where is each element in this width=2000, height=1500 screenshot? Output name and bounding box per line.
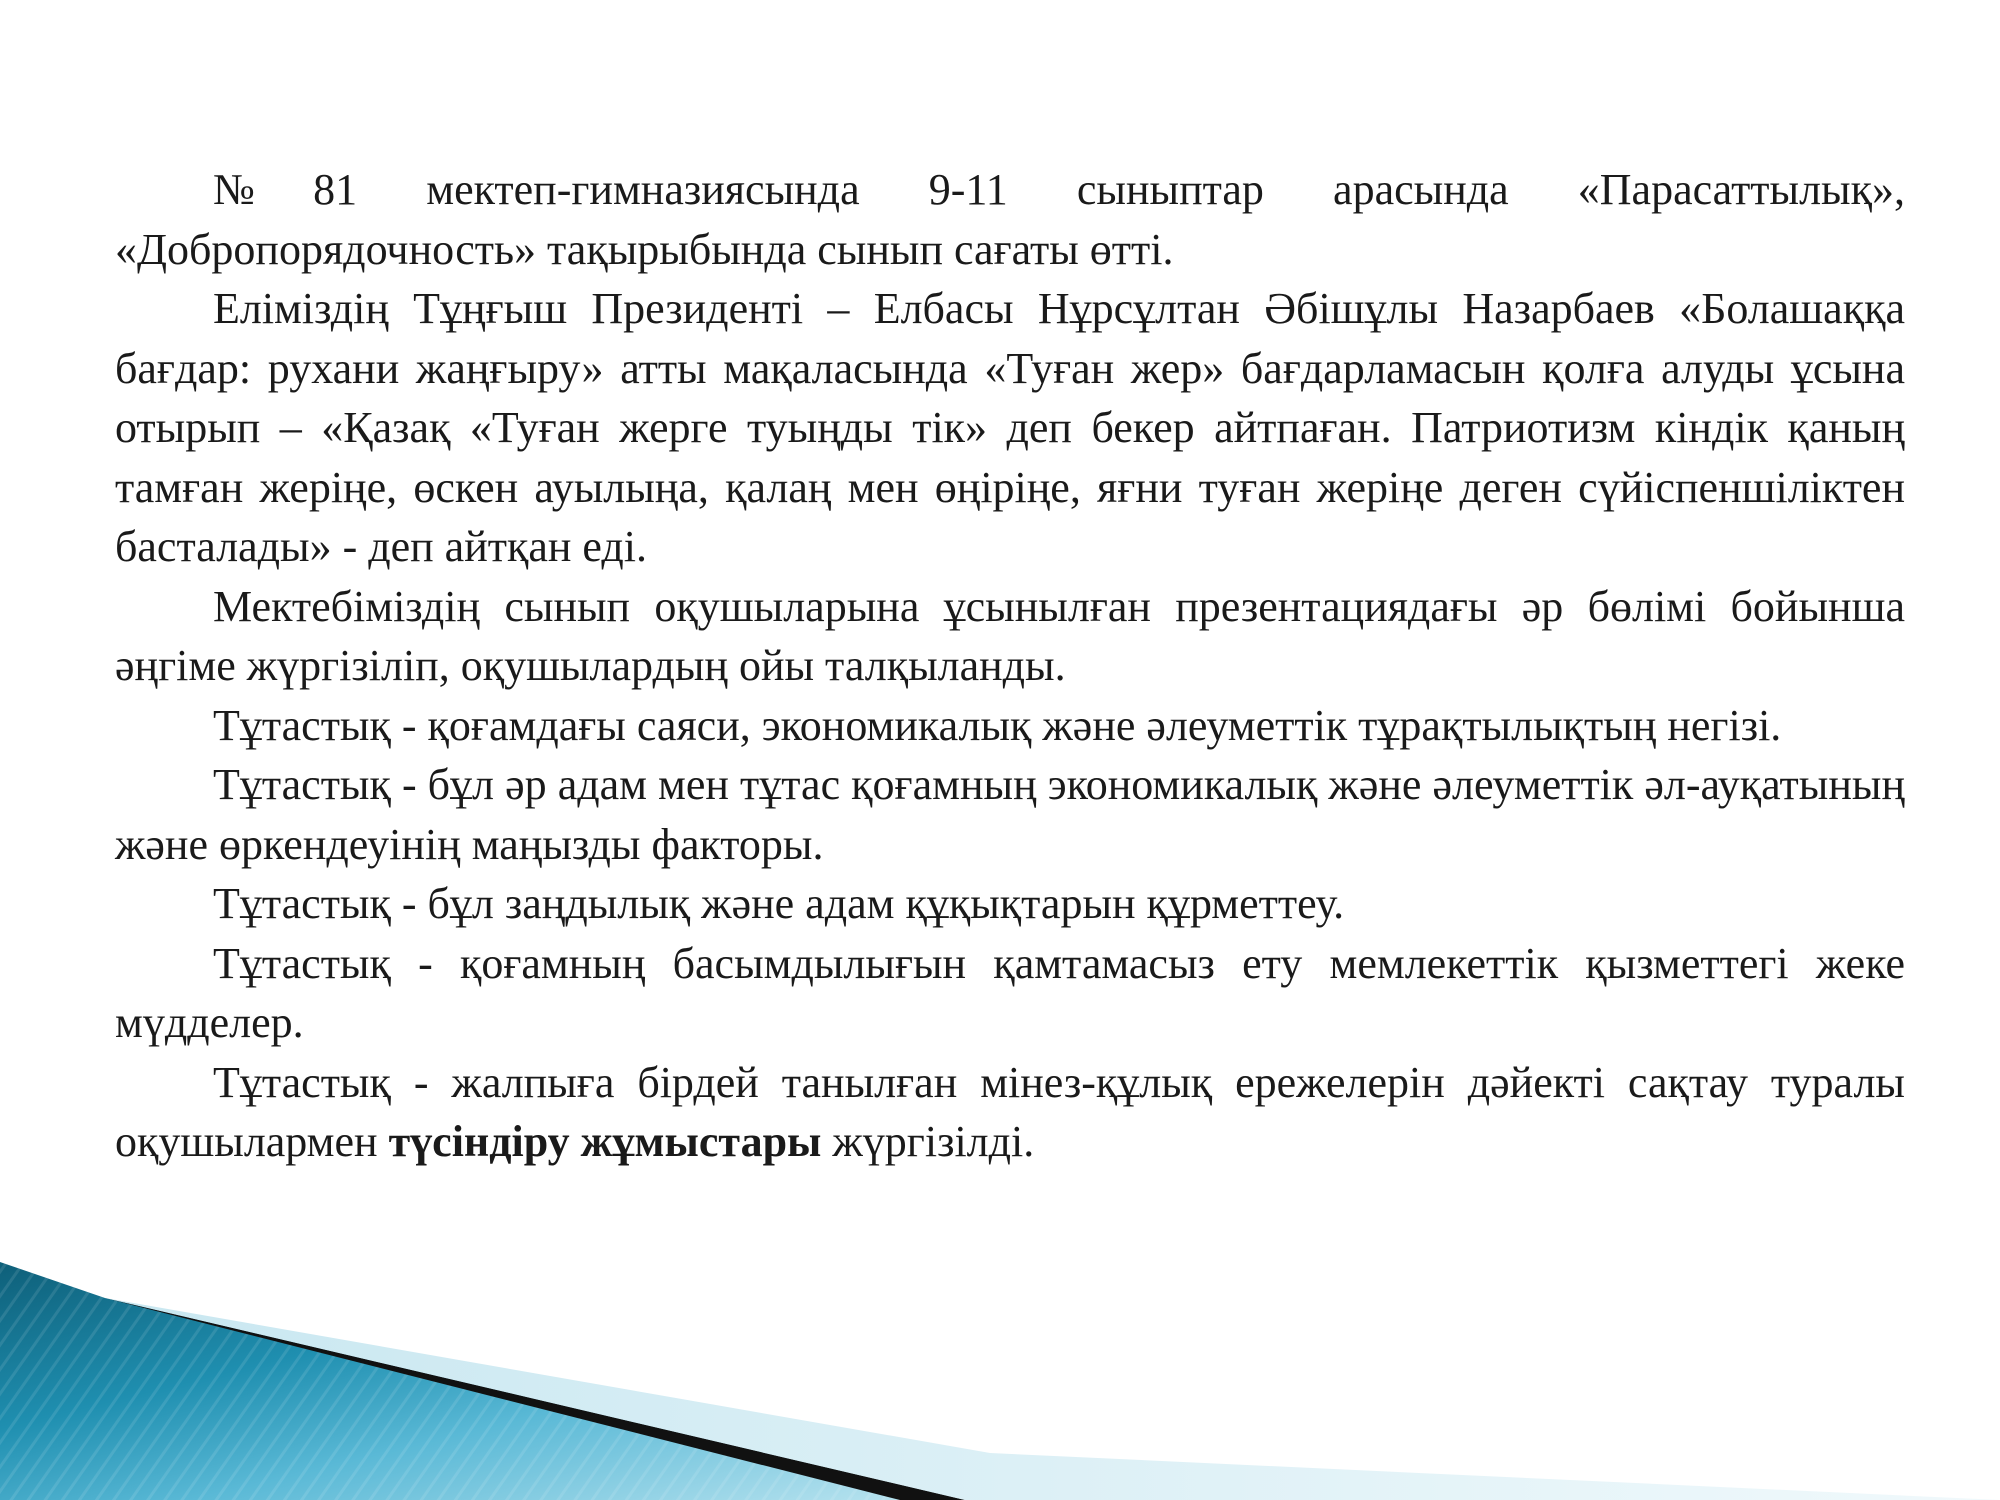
paragraph-presentation: Мектебіміздің сынып оқушыларына ұсынылған презентациядағы әр бөлімі бойынша әңгіме жүргізіліп, оқушылардың ойы талқыланды. bbox=[115, 581, 1905, 690]
paragraph-integrity-3: Тұтастық - бұл заңдылық және адам құқықтарын құрметтеу. bbox=[213, 879, 1345, 928]
bold-phrase: түсіндіру жұмыстары bbox=[388, 1117, 822, 1166]
paragraph-integrity-5-start: Тұтастық - жалпыға бірдей танылған мінез-құлық ережелерін дәйекті сақтау туралы оқушылармен bbox=[115, 1057, 1905, 1166]
slide-body-text bbox=[115, 160, 1905, 1172]
paragraph-integrity-5 bbox=[115, 1053, 1905, 1172]
paragraph-event: №81 мектеп-гимназиясында 9-11 сыныптар арасында «Парасаттылық», «Добропорядочность» тақырыбында сынып сағаты өтті. bbox=[115, 165, 1905, 274]
paragraph-integrity-5-end: жүргізілді. bbox=[821, 1117, 1035, 1166]
paragraph-integrity-4: Тұтастық - қоғамның басымдылығын қамтамасыз ету мемлекеттік қызметтегі жеке мүдделер. bbox=[115, 938, 1905, 1047]
black-wedge bbox=[105, 1298, 965, 1500]
teal-wedge bbox=[0, 1262, 965, 1500]
paragraph-integrity-2: Тұтастық - бұл әр адам мен тұтас қоғамның экономикалық және әлеуметтік әл-ауқатының және өркендеуінің маңызды факторы. bbox=[115, 760, 1905, 869]
paragraph-president-quote: Еліміздің Тұңғыш Президенті – Елбасы Нұрсұлтан Әбішұлы Назарбаев «Болашаққа бағдар: рухани жаңғыру» атты мақаласында «Туған жер» бағдарламасын қолға алуды ұсына отырып – «Қазақ «Туған жерге туыңды тік» деп бекер айтпаған. Патриотизм кіндік қаның тамған жеріңе, өскен ауылыңа, қалаң мен өңіріңе, яғни туған жеріңе деген сүйіспеншіліктен басталады» - деп айтқан еді. bbox=[115, 284, 1905, 571]
teal-wedge-stripes bbox=[0, 1262, 965, 1500]
pale-blue-wedge bbox=[105, 1298, 2000, 1500]
paragraph-integrity-1: Тұтастық - қоғамдағы саяси, экономикалық және әлеуметтік тұрақтылықтың негізі. bbox=[213, 700, 1782, 750]
